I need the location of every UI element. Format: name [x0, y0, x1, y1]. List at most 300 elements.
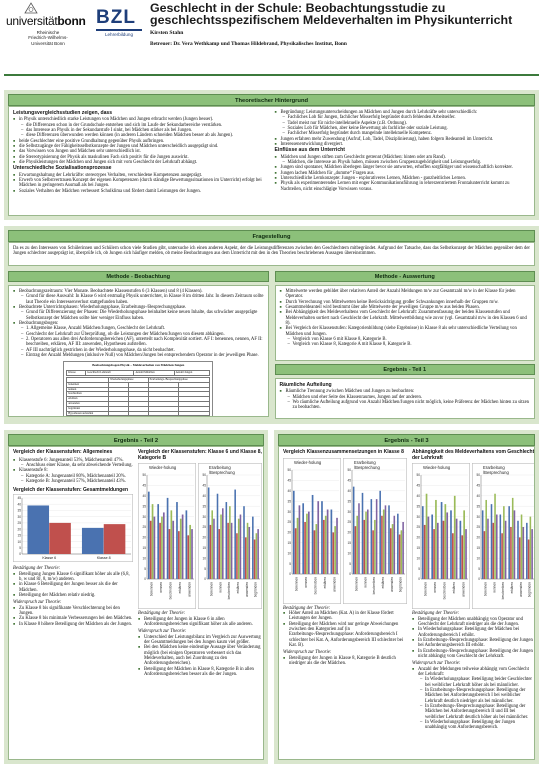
bar: [189, 525, 191, 579]
list-item: ■ die Stereotypisierung der Physik als maskulinen Fach sich positiv für die Jungen auswirkt.: [13, 155, 269, 160]
y-tick-label: 0: [144, 577, 146, 582]
title-block: [150, 2, 538, 47]
y-tick-label: 0: [349, 571, 351, 576]
bar: [169, 529, 171, 579]
chart-title: Erarbeitung: [354, 459, 376, 465]
subheading: Widerspruch zur Theorie:: [412, 661, 461, 667]
x-tick-label: beschreiben: [442, 582, 447, 600]
y-tick-label: 30: [142, 514, 146, 519]
y-tick-label: 35: [17, 508, 21, 513]
list-item: – Grund für diese Auswahl: In Klasse 6 wird erstmalig Physik unterrichtet, in Klasse 8 im dritten Jahr. In diesem Zeitraum sollte laut Theorie ein Interessenverlust stattgefunden haben.: [21, 294, 264, 305]
bar: [247, 523, 249, 579]
y-tick-label: 20: [287, 530, 291, 535]
bar: [424, 525, 426, 579]
y-tick-label: 25: [17, 520, 21, 525]
y-tick-label: 15: [416, 546, 420, 551]
subheading: Bestätigung der Theorie:: [283, 605, 331, 611]
list-item: ■ die Selbstzugänge der Fähigkeitsselbstkonzepte der Jungen und Mädchen unterscheidlich ausgeprägt sind.: [13, 144, 269, 149]
bar: [388, 505, 390, 574]
bar: [148, 492, 150, 579]
bar: [461, 536, 463, 580]
x-tick-label: begründen: [398, 576, 403, 592]
table-cell: Geschlecht Lehrkraft: [86, 371, 134, 376]
y-tick-label: 50: [476, 473, 480, 478]
bar: [191, 529, 193, 579]
list-item: ■ Jungen erfahren mehr Zuwendung (Aufruf, Lob, Tadel, Disziplinierung), haben folgern Redeanteil im Unterricht.: [275, 137, 531, 142]
list-item: ■ Bei Abhängigkeit des Meldeverhaltens vom Geschlecht der Lehrkraft: Zusammenfassung der beiden Klassenstufen und Meldeverhalten sortiert nach Geschlecht der Lehrkraft. Mittelwertbildung wie zuvor (vgl. Gesamtzahl m/w in den Klassen 6 und 8).: [280, 310, 531, 326]
x-tick-label: nennen: [159, 582, 164, 593]
list-item: – das Interesse an Physik in der Sekundarstufe I sinkt, bei Mädchen stärker als bei Jungen.: [21, 128, 269, 133]
list-item: – Anschluss einer Klasse, da sehr abweichende Verteilung.: [21, 463, 133, 468]
y-tick-label: 40: [142, 494, 146, 499]
y-tick-label: 0: [418, 577, 420, 582]
y-tick-label: 35: [287, 498, 291, 503]
table-row: [67, 411, 210, 416]
list-item: ■ Beteiligung der Mädchen wird nur geringe Abweichungen zwischen den Kategorien auf (in Erarbeitungs-/Besprechungsphase: Anforderungsbereich I schlechter bei Kat. A, Anforderungsbereich III schlechter bei Kat. B).: [283, 622, 407, 649]
bar: [332, 532, 334, 574]
bar: [186, 511, 188, 580]
list-item: ■ Soziales Verhalten der Mädchen verbessert Schulklima und fördert damit Leistungen der Jungen.: [13, 189, 269, 194]
y-tick-label: 50: [142, 473, 146, 478]
bar: [226, 502, 228, 579]
y-tick-label: 45: [347, 478, 351, 483]
list-item: ■ beide Geschlechter eine positive Grundhaltung gegenüber Physik aufbringen.: [13, 139, 269, 144]
ergebnis-3-left: [283, 450, 407, 731]
list-item: ■ In Wiederholungsphase: Beteiligung der Mädchen bei Anforderungsbereich I erhöht.: [412, 627, 535, 638]
table-cell: Anzahl Jungen: [174, 371, 210, 376]
list-item: ■ Jungen sind spontaner, Mädchen überlegen länger bevor sie antworten, erhoffen sorgfältiger und wissenschaftlich korrekter.: [275, 165, 531, 170]
bar: [460, 521, 462, 579]
y-tick-label: 10: [416, 556, 420, 561]
list-item: – Soziales Lob für Mädchen, aber keine Bewertung als fachliche oder soziale Leistung.: [283, 126, 531, 131]
list-item: ■ Bei den Mädchen keine eindeutige Aussage über Veränderung möglich (bei einigen Operatoren verbessert sich das Meldeverhalten, auch bei Zuordnung zu den Anforderungsbereichen).: [138, 645, 262, 666]
y-tick-label: 25: [476, 525, 480, 530]
bar: [256, 533, 258, 579]
panel-ergebnis-3: [274, 430, 539, 764]
bar: [392, 524, 394, 574]
panel-ergebnis-2: [4, 430, 268, 764]
y-tick-label: 35: [347, 498, 351, 503]
y-tick-label: 35: [416, 504, 420, 509]
bar: [494, 494, 496, 579]
y-tick-label: 30: [416, 514, 420, 519]
y-tick-label: 15: [347, 540, 351, 545]
bar: [521, 515, 523, 579]
bar: [178, 531, 180, 579]
list-item: ■ Zu Klasse 8 bis minimale Verbesserungen bei den Mädchen.: [13, 616, 133, 621]
list-item: ■ In Erarbeitungs-/Besprechungsphase: Beteiligung der Jungen bei Anforderungsbereich III erhöht.: [412, 638, 535, 649]
table-title: Beobachtungsbogen Physik – Meldeverhalten von Mädchen/Jungen: [92, 363, 185, 368]
y-tick-label: 10: [347, 550, 351, 555]
list-item: – Vergleich von Klasse 8, Kategorie A mit Klasse 8, Kategorie B.: [288, 342, 531, 347]
list-item: ■ in Klasse 6 Beteiligung der Jungen besser als die der Mädchen.: [13, 582, 133, 593]
bar: [257, 529, 259, 579]
y-tick-label: 5: [144, 566, 146, 571]
list-item: ■ Erwerb von Selbstvertrauen/Konzept der eigenen Kompetenzen (durch ständige Bewertungssituationen im Unterricht) erfolgt bei Mädchen in geringerem Ausmaß als bei Jungen.: [13, 178, 269, 189]
bar: [401, 530, 403, 574]
bar: [484, 531, 486, 579]
chart-lehrkraft-wiederholung: [412, 463, 470, 609]
bar: [443, 521, 445, 579]
bar: [374, 520, 376, 574]
y-tick-label: 40: [416, 494, 420, 499]
bar: [82, 528, 104, 554]
panel-title: Fragestellung: [8, 230, 535, 242]
panel-title: Ergebnis - Teil 3: [278, 434, 535, 446]
bar: [365, 511, 367, 573]
y-tick-label: 30: [202, 514, 206, 519]
bar: [465, 529, 467, 579]
bar: [252, 517, 254, 579]
theorie-left-column: [13, 110, 269, 194]
bar: [308, 511, 310, 573]
x-tick-label: beschreiben: [313, 576, 318, 594]
bar: [437, 523, 439, 579]
bar: [231, 523, 233, 579]
list-item: – Fachliches Lob für Jungen, fachlicher Misserfolg begründet durch fehlenden Arbeitseifer.: [283, 115, 531, 120]
bar: [394, 515, 396, 573]
bar: [452, 533, 454, 579]
panel-title: Methode - Auswertung: [275, 271, 536, 282]
bar: [433, 529, 435, 579]
bar: [157, 504, 159, 579]
bzl-logo: [96, 8, 142, 37]
list-item: ■ Interessenentwicklung divergiert.: [275, 142, 531, 147]
list-item: – Eintrag der Anzahl Meldungen (inklusive Null) von Mädchen/Jungen bei entsprechendem Operator in der jeweiligen Phase.: [21, 353, 264, 358]
y-tick-label: 40: [476, 494, 480, 499]
y-tick-label: 5: [349, 561, 351, 566]
y-tick-label: 40: [347, 488, 351, 493]
x-tick-label: nennen: [304, 576, 309, 588]
panel-title: Ergebnis - Teil 1: [275, 364, 536, 375]
bar: [362, 492, 364, 573]
x-tick-label: erklären: [451, 582, 456, 594]
bar: [187, 536, 189, 580]
table-cell: Klasse: [67, 371, 86, 376]
bar: [167, 498, 169, 579]
y-tick-label: 15: [17, 533, 21, 538]
author: Kirsten Stahn: [150, 29, 184, 36]
subheading: Einflüsse aus dem Unterricht: [274, 147, 345, 154]
bar: [402, 522, 404, 574]
bar: [355, 526, 357, 574]
list-item: – Kategorie B: Jungenanteil 57%, Mädchenanteil 43%.: [21, 479, 133, 484]
chart-klassen-erarbeitung: [198, 463, 262, 609]
bar: [482, 511, 484, 580]
methode-auswertung: [275, 268, 536, 419]
x-tick-label: benennen: [423, 582, 428, 597]
bar: [367, 509, 369, 573]
bar: [385, 505, 387, 574]
bar: [358, 503, 360, 574]
y-tick-label: 20: [17, 527, 21, 532]
list-item: – Geschlecht der Lehrkraft zur Überprüfung, ob die Leistungen der Mädchen/Jungen von diesem abhängen.: [21, 332, 264, 337]
bar: [234, 490, 236, 579]
university-subtitle: Rheinische Friedrich-Wilhelms- Universität Bonn: [28, 30, 68, 46]
bar: [227, 523, 229, 579]
list-item: – Grund für Differenzierung der Phasen: Die Wiederholungsphase beinhaltet keine neuen Inhalte, das schwächer ausgeprägte Selbstkonzept der Mädchen sollte hier weniger Einfluss haben.: [21, 310, 264, 321]
bar: [523, 527, 525, 579]
bar: [390, 528, 392, 574]
bar: [211, 511, 213, 580]
subheading: Bestätigung der Theorie:: [13, 566, 61, 572]
bar: [325, 515, 327, 573]
bar: [531, 529, 533, 579]
list-item: ■ Beteiligung der Jungen in Klasse 8, Kategorie B deutlich niedriger als die der Mädchen.: [283, 656, 407, 667]
list-item: – Mädchen, die Interesse an Physik haben, müssen zwischen Gruppenzugehörigkeit und Leistungserfolg.: [283, 160, 531, 165]
bar: [450, 511, 452, 580]
chart-title: Wieder-holung: [149, 465, 177, 471]
y-tick-label: 40: [17, 502, 21, 507]
bar: [218, 529, 220, 579]
list-item: – Fachlicher Misserfolg begründet durch mangelnde intellektuelle Kompetenz.: [283, 131, 531, 136]
y-tick-label: 45: [287, 478, 291, 483]
bar: [500, 515, 502, 579]
list-item: ■ Beteiligung der Mädchen in Klasse 8, Kategorie B in allen Anforderungsbereichen besser als die der Jungen.: [138, 667, 262, 678]
table-cell: [109, 411, 129, 416]
bar: [249, 527, 251, 579]
bar: [505, 521, 507, 579]
bar: [428, 517, 430, 579]
chart-title: Erarbeitung: [483, 465, 505, 471]
x-tick-label: anwenden: [187, 582, 192, 597]
bar: [293, 490, 295, 573]
y-tick-label: 10: [202, 556, 206, 561]
y-tick-label: 5: [204, 566, 206, 571]
bar: [243, 506, 245, 579]
table-cell: [148, 411, 179, 416]
y-tick-label: 0: [19, 552, 21, 557]
x-tick-label: benennen: [209, 582, 214, 597]
theorie-right-column: [275, 110, 531, 194]
list-item: ■ Bei Vergleich der Klassenstufen: Kategorienbildung (siehe Ergebnisse) in Klasse 8 als sehr unterschiedliche Verteilung von Mädchen und Jungen.: [280, 326, 531, 337]
bar: [245, 538, 247, 580]
bar: [321, 501, 323, 574]
bar: [299, 505, 301, 574]
bar: [154, 517, 156, 579]
table-cell: Anzahl Mädchen: [134, 371, 174, 376]
bar: [49, 523, 71, 554]
bar: [236, 533, 238, 579]
list-item: ■ Zu Klasse 8 bis signifikante Verschlechterung bei den Jungen.: [13, 606, 133, 617]
y-tick-label: 30: [476, 514, 480, 519]
bar: [397, 513, 399, 573]
y-tick-label: 40: [287, 488, 291, 493]
chart-kategorie-erarbeitung: [343, 458, 407, 604]
bar: [491, 504, 493, 579]
y-tick-label: 45: [416, 483, 420, 488]
bar: [180, 519, 182, 579]
bar: [217, 494, 219, 579]
chart-title: /Besprechung: [209, 470, 235, 476]
list-item: ■ Räumliche Trennung zwischen Mädchen und Jungen zu beobachten:: [280, 389, 531, 394]
bzl-subtitle: Lehrerbildung: [104, 32, 134, 37]
bar: [182, 515, 184, 579]
list-item: – 1. Allgemeine Klasse, Anzahl Mädchen/Jungen, Geschlecht der Lehrkraft.: [21, 326, 264, 331]
bar: [431, 515, 433, 579]
subheading: Vergleich der Klassenstufen: Klasse 6 und Klasse 8, Kategorie B: [138, 449, 262, 461]
x-tick-label: beschreiben: [168, 582, 173, 600]
bar: [381, 515, 383, 573]
chart-gesamtmeldungen: [13, 494, 133, 562]
panel-theorie: [4, 90, 539, 220]
list-item: – 2. Operatoren aus allen drei Anforderungsbereichen (AF), unterteilt nach Komplexität sortiert. AF I: benennen, nennen, AF II: beschreiben, erklären, AF III: anwenden, Hypothesen aufstellen.: [21, 337, 264, 348]
list-item: – In Wiederholungsphase: Beteiligung der Jungen unabhängig vom Anforderungsbereich.: [420, 720, 535, 731]
x-tick-label: nennen: [218, 582, 223, 593]
x-tick-label: anwenden: [389, 576, 394, 592]
header-rule: [4, 74, 539, 76]
list-item: ■ Beteiligung Jungen Klasse 6 signifikant höher als alle (6,8, b, w und 8J, 8, m/w) anderen.: [13, 572, 133, 583]
y-tick-label: 20: [142, 535, 146, 540]
bar: [435, 500, 437, 579]
subheading: Bestätigung der Theorie:: [412, 611, 460, 617]
bar: [254, 540, 256, 580]
list-item: – Vergleich von Klasse 6 mit Klasse 8, Kategorie B.: [288, 337, 531, 342]
x-tick-label: erklären: [380, 576, 385, 589]
list-item: ■ Beteiligung der Jungen in Klasse 6 in allen Anforderungsbereichen signifikant höher als alle anderen.: [138, 617, 262, 628]
y-tick-label: 50: [287, 467, 291, 472]
ergebnis-3-right: [412, 450, 535, 731]
list-item: ■ Jungen lachen Mädchen für „dumme“ Fragen aus.: [275, 171, 531, 176]
university-logo: [6, 14, 90, 46]
x-tick-label: erklären: [235, 582, 240, 594]
x-tick-label: benennen: [354, 576, 359, 591]
table-cell: beschreiben: [67, 392, 109, 397]
bar: [208, 488, 210, 580]
affiliation: Betreuer: Dr. Vera Wethkamp und Thomas Hildebrand, Physikalisches Institut, Bonn: [150, 40, 347, 47]
x-tick-label: nennen: [433, 582, 438, 593]
list-item: ■ die Physikleistungen der Mädchen und Jungen sich mit vom Geschlecht der Lehrkraft abhängt.: [13, 160, 269, 165]
bar: [463, 511, 465, 580]
y-tick-label: 15: [287, 540, 291, 545]
bar: [426, 494, 428, 579]
y-tick-label: 15: [202, 546, 206, 551]
subheading: Räumliche Aufteilung: [279, 382, 332, 388]
bar: [379, 490, 381, 573]
y-tick-label: 25: [347, 519, 351, 524]
y-tick-label: 45: [202, 483, 206, 488]
table-cell: benennen: [67, 382, 109, 387]
bar: [445, 504, 447, 579]
bar: [371, 499, 373, 574]
ergebnis-2-right: [138, 450, 262, 677]
y-tick-label: 5: [289, 561, 291, 566]
list-item: ■ In Klasse 8 höhere Beteiligung der Mädchen als der Jungen.: [13, 622, 133, 627]
y-tick-label: 35: [476, 504, 480, 509]
y-tick-label: 25: [202, 525, 206, 530]
y-tick-label: 10: [476, 556, 480, 561]
list-item: ■ Mittelwerte werden gebildet über relativen Anteil der Anzahl Meldungen m/w zur Gesamtzahl m/w in der Klasse für jeden Operator.: [280, 289, 531, 300]
y-tick-label: 30: [287, 509, 291, 514]
table-cell: nennen: [67, 387, 109, 392]
table-header: Wiederholungsphase: [109, 378, 149, 383]
y-tick-label: 50: [202, 473, 206, 478]
y-tick-label: 35: [142, 504, 146, 509]
subheading: Widerspruch zur Theorie:: [13, 600, 62, 606]
bar: [454, 496, 456, 579]
bar: [240, 515, 242, 579]
table-cell: begründen: [67, 406, 109, 411]
y-tick-label: 10: [17, 539, 21, 544]
list-item: ■ Unterschiedliche Lernkonzepte: Jungen - explorativeres Lernen, Mädchen - ganzheitliches Lernen.: [275, 176, 531, 181]
list-item: – In Erarbeitungs-/Besprechungsphase: Beteiligung der Mädchen bei Anforderungsbereich I bei weiblicher Lehrkraft deutlich niedriger als bei männlicher.: [420, 688, 535, 704]
x-tick-label: benennen: [149, 582, 154, 597]
bar: [331, 509, 333, 573]
bar: [327, 509, 329, 573]
bar: [501, 533, 503, 579]
bar: [304, 522, 306, 574]
y-tick-label: 25: [287, 519, 291, 524]
x-tick-label: beschreiben: [501, 582, 506, 600]
bar: [503, 506, 505, 579]
chart-title: /Besprechung: [483, 470, 509, 476]
list-item: – diese Differenzen überwunden werden können (in anderen Ländern schneiden Mädchen besser ab als Jungen).: [21, 133, 269, 138]
list-item: – Kategorie A: Jungenanteil 80%, Mädchenanteil 20%.: [21, 474, 133, 479]
bar: [316, 524, 318, 574]
bar: [229, 506, 231, 579]
x-tick-label: erklären: [177, 582, 182, 594]
list-item: ■ In Erarbeitungs-/Besprechungsphase: Beteiligung der Jungen nicht abhängig vom Geschlecht der Lehrkraft.: [412, 649, 535, 660]
subheading: Leistungsvergleichsstudien zeigen, dass: [13, 110, 113, 116]
methode-beobachtung: [8, 268, 269, 419]
list-item: ■ Beobachtungszeitraum: Vier Monate. Beobachtete Klassenstufen 6 (3 Klassen) und 8 (4 Klassen).: [13, 289, 264, 294]
y-tick-label: 30: [347, 509, 351, 514]
bar: [159, 523, 161, 579]
list-item: – In Wiederholungsphase: Beteiligung beider Geschlechter bei weiblicher Lehrkraft höher als bei männlicher.: [420, 677, 535, 688]
bar: [376, 499, 378, 574]
subheading: Widerspruch zur Theorie:: [283, 650, 332, 656]
bar: [508, 506, 510, 579]
bar: [399, 534, 401, 574]
list-item: – Mädchen und eher Seite des Klassenraumes, Jungen auf der anderen.: [288, 395, 531, 400]
bar: [512, 498, 514, 579]
bar: [171, 511, 173, 580]
panel-title: Ergebnis - Teil 2: [8, 434, 264, 446]
university-wordmark: universitätbonn: [6, 14, 86, 28]
y-tick-label: 40: [202, 494, 206, 499]
y-tick-label: 50: [416, 473, 420, 478]
bar: [492, 523, 494, 579]
x-tick-label: anwenden: [461, 582, 466, 597]
list-item: ■ Beteiligung der Mädchen relativ niedrig.: [13, 593, 133, 598]
list-item: – In Erarbeitungs-/Besprechungsphase: Beteiligung der Mädchen bei Anforderungsbereich II und III bei weiblicher Lehrkraft deutlich höher als bei männlicher.: [420, 704, 535, 720]
bar: [356, 515, 358, 573]
bar: [514, 511, 516, 580]
list-item: – Wo räumliche Aufteilung aufgrund von Anzahl Mädchen/Jungen nicht möglich, keine Präferenz der Mädchen hinten zu sitzen zu beobachten.: [288, 400, 531, 411]
list-item: ■ Begründung: Leistungsunterscheidungen an Mädchen und Jungen durch Lehrkräfte sehr unterschiedlich:: [275, 110, 531, 115]
bar: [530, 517, 532, 579]
panel-title: Methode - Beobachtung: [8, 271, 269, 282]
chart-title: Wieder-holung: [294, 459, 322, 465]
x-tick-label: beschreiben: [227, 582, 232, 600]
y-tick-label: 20: [202, 535, 206, 540]
x-tick-label: begründen: [527, 582, 532, 598]
x-tick-label: Klasse 8: [96, 555, 111, 560]
table-header: Erarbeitungs-/Besprechungsphase: [148, 378, 210, 383]
poster-title: Geschlecht in der Schule: Beobachtungsstudie zu geschlechtsspezifischem Meldeverhalten im Physikunterricht: [150, 1, 513, 28]
x-tick-label: beschreiben: [372, 576, 377, 594]
bar: [314, 530, 316, 574]
y-tick-label: 5: [478, 566, 480, 571]
bar: [496, 515, 498, 579]
y-tick-label: 25: [142, 525, 146, 530]
bar: [152, 504, 154, 579]
list-item: ■ Anzahl der Meldungen teilweise abhängig vom Geschlecht der Lehrkraft:: [412, 667, 535, 678]
y-tick-label: 0: [204, 577, 206, 582]
bar: [353, 486, 355, 573]
panel-fragestellung: [4, 226, 539, 424]
bar: [312, 495, 314, 574]
